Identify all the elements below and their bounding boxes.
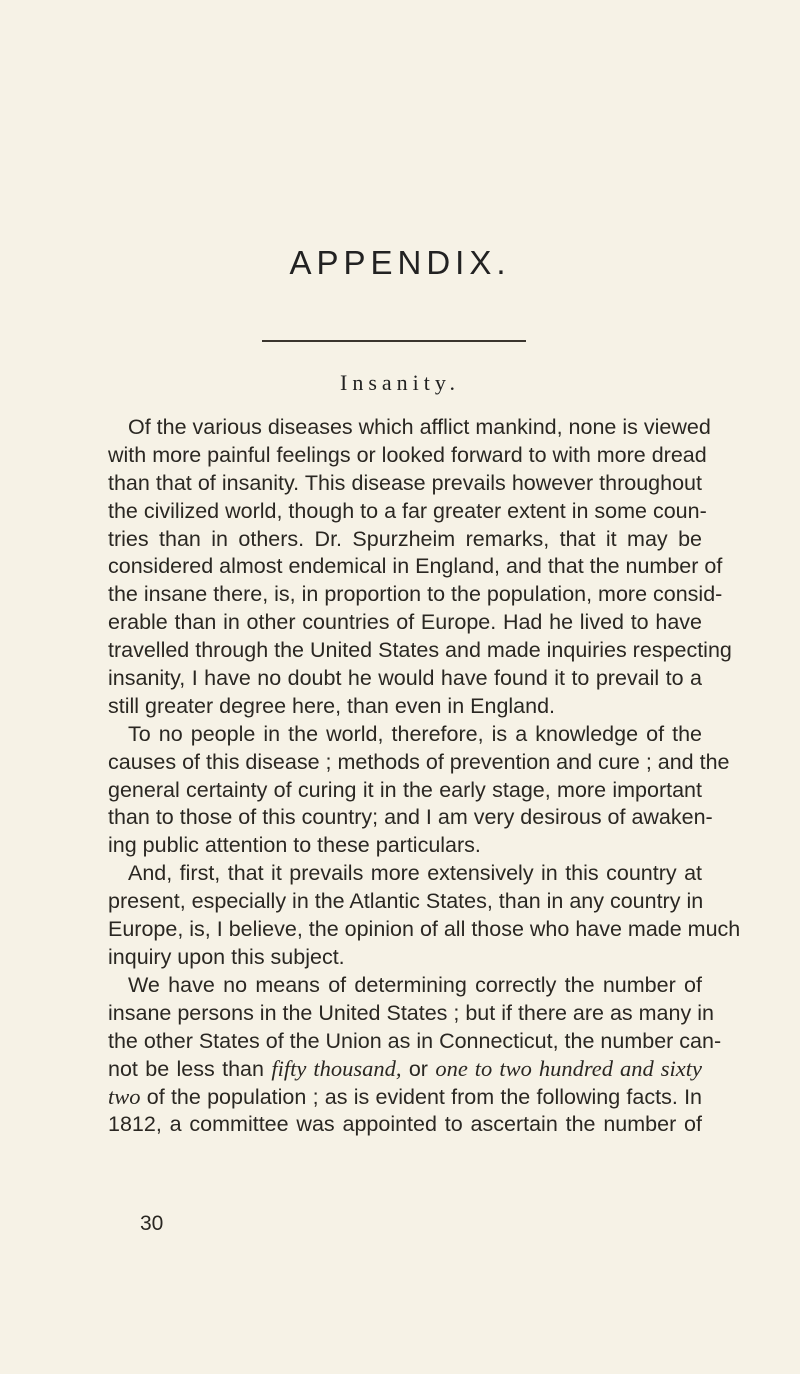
text-line	[108, 1083, 702, 1111]
text-line: still greater degree here, than even in England.	[108, 693, 556, 718]
divider-rule	[262, 340, 526, 342]
text-line: the civilized world, though to a far greater extent in some coun-	[108, 498, 707, 523]
italic-text: fifty thousand,	[271, 1056, 402, 1082]
text-line: with more painful feelings or looked forward to with more dread	[108, 442, 707, 467]
text-line: than to those of this country; and I am very desirous of awaken-	[108, 805, 713, 830]
text-run: of the population ; as is evident from the following facts. In	[140, 1085, 702, 1110]
text-line: insanity, I have no doubt he would have found it to prevail to a	[108, 666, 702, 691]
text-line: Of the various diseases which afflict mankind, none is viewed	[128, 415, 711, 439]
text-line: present, especially in the Atlantic States, than in any country in	[108, 889, 704, 914]
text-line: general certainty of curing it in the early stage, more important	[108, 777, 702, 802]
text-line: insane persons in the United States ; but if there are as many in	[108, 1000, 714, 1025]
text-run: not be less than	[108, 1057, 272, 1082]
text-line: We have no means of determining correctly the number of	[128, 972, 702, 997]
text-run: or	[401, 1057, 436, 1082]
text-line	[108, 1055, 702, 1083]
text-line: the other States of the Union as in Connecticut, the number can-	[108, 1028, 722, 1053]
text-line: inquiry upon this subject.	[108, 944, 345, 969]
italic-text: two	[108, 1084, 141, 1110]
text-line: causes of this disease ; methods of prevention and cure ; and the	[108, 749, 730, 774]
text-line: And, first, that it prevails more extensively in this country at	[128, 861, 702, 886]
text-line: considered almost endemical in England, and that the number of	[108, 554, 723, 579]
page-number: 30	[140, 1212, 164, 1235]
text-line: ing public attention to these particulars.	[108, 833, 481, 858]
italic-text: one to two hundred and sixty	[435, 1056, 703, 1082]
body-text	[108, 414, 741, 1139]
text-line: Europe, is, I believe, the opinion of all those who have made much	[108, 917, 741, 942]
page-title: APPENDIX.	[289, 244, 511, 281]
text-line: tries than in others. Dr. Spurzheim remarks, that it may be	[108, 526, 702, 551]
text-line: erable than in other countries of Europe. Had he lived to have	[108, 610, 702, 635]
text-line: than that of insanity. This disease prevails however throughout	[108, 470, 702, 495]
text-line: To no people in the world, therefore, is a knowledge of the	[128, 721, 702, 746]
text-line: the insane there, is, in proportion to the population, more consid-	[108, 582, 723, 607]
text-line: travelled through the United States and made inquiries respecting	[108, 638, 732, 663]
section-title: Insanity.	[340, 370, 460, 395]
text-line: 1812, a committee was appointed to ascertain the number of	[108, 1112, 702, 1137]
